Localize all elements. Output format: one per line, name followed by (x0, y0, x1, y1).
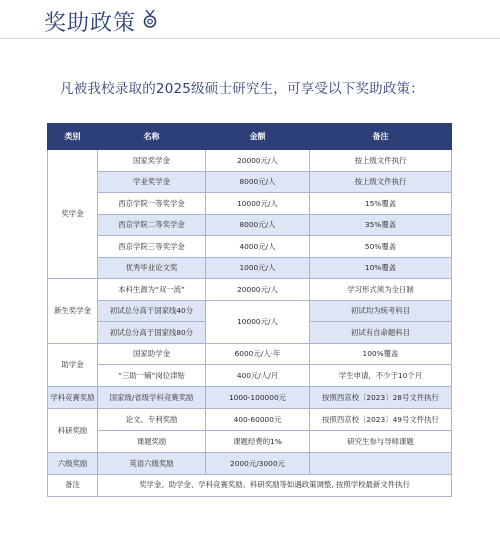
note-cell: 学生申请，不少于10个月 (310, 365, 452, 387)
table-header-row (48, 124, 452, 150)
amount-cell: 1000元/人 (206, 257, 310, 279)
medal-icon (141, 9, 159, 29)
note-cell: 研究生参与导师课题 (310, 430, 452, 453)
table-row (48, 430, 452, 453)
note-cell: 10%覆盖 (310, 257, 452, 279)
table-row (48, 409, 452, 431)
table-row (48, 386, 452, 409)
note-cell: 学习形式须为全日制 (310, 279, 452, 301)
column-header-category: 类别 (48, 124, 98, 150)
amount-cell: 10000元/人 (206, 300, 310, 343)
table-row (48, 257, 452, 279)
amount-cell: 1000-100000元 (206, 386, 310, 409)
table-row (48, 365, 452, 387)
amount-cell: 4000元/人 (206, 236, 310, 258)
amount-cell: 8000元/人 (206, 171, 310, 193)
category-cell: 新生奖学金 (48, 279, 98, 344)
table-row (48, 150, 452, 172)
remark-text: 奖学金、助学金、学科竞赛奖励、科研奖励等如遇政策调整, 按照学校最新文件执行 (98, 474, 452, 496)
name-cell: 课题奖励 (98, 430, 206, 453)
note-cell: 初试均为统考科目 (310, 300, 452, 322)
category-cell: 学科竞赛奖励 (48, 386, 98, 409)
table-row (48, 193, 452, 215)
intro-text: 凡被我校录取的2025级硕士研究生，可享受以下奖助政策： (60, 81, 424, 97)
note-cell: 50%覆盖 (310, 236, 452, 258)
column-header-name: 名称 (98, 124, 206, 150)
table-row (48, 453, 452, 475)
note-cell (310, 453, 452, 475)
name-cell: “三助一辅”岗位津贴 (98, 365, 206, 387)
header-divider (0, 38, 500, 39)
table-row (48, 171, 452, 193)
category-cell: 助学金 (48, 343, 98, 386)
table-row (48, 214, 452, 236)
name-cell: 西京学院一等奖学金 (98, 193, 206, 215)
note-cell: 按照西京校〔2023〕49号文件执行 (310, 409, 452, 431)
remark-label: 备注 (48, 474, 98, 496)
name-cell: 论文、专利奖励 (98, 409, 206, 431)
column-header-note: 备注 (310, 124, 452, 150)
amount-cell: 400-60000元 (206, 409, 310, 431)
note-cell: 35%覆盖 (310, 214, 452, 236)
name-cell: 初试总分高于国家线40分 (98, 300, 206, 322)
name-cell: 西京学院三等奖学金 (98, 236, 206, 258)
table-row (48, 300, 452, 322)
name-cell: 国家奖学金 (98, 150, 206, 172)
amount-cell: 20000元/人 (206, 279, 310, 301)
name-cell: 学业奖学金 (98, 171, 206, 193)
page-title: 奖助政策 (44, 11, 137, 36)
name-cell: 国家级/省级学科竞赛奖励 (98, 386, 206, 409)
amount-cell: 400元/人/月 (206, 365, 310, 387)
amount-cell: 8000元/人 (206, 214, 310, 236)
amount-cell: 课题经费的1% (206, 430, 310, 453)
note-cell: 15%覆盖 (310, 193, 452, 215)
name-cell: 优秀毕业论文奖 (98, 257, 206, 279)
name-cell: 初试总分高于国家线80分 (98, 322, 206, 344)
note-cell: 初试有自命题科目 (310, 322, 452, 344)
table-row (48, 343, 452, 365)
amount-cell: 20000元/人 (206, 150, 310, 172)
amount-cell: 6000元/人·年 (206, 343, 310, 365)
category-cell: 科研奖励 (48, 409, 98, 453)
amount-cell: 10000元/人 (206, 193, 310, 215)
amount-cell: 2000元/3000元 (206, 453, 310, 475)
note-cell: 按照西京校〔2023〕28号文件执行 (310, 386, 452, 409)
table-row (48, 236, 452, 258)
name-cell: 英语六级奖励 (98, 453, 206, 475)
policy-table (47, 123, 452, 497)
note-cell: 按上级文件执行 (310, 150, 452, 172)
name-cell: 西京学院二等奖学金 (98, 214, 206, 236)
table-row (48, 279, 452, 301)
category-cell: 六级奖励 (48, 453, 98, 475)
note-cell: 按上级文件执行 (310, 171, 452, 193)
note-cell: 100%覆盖 (310, 343, 452, 365)
category-cell: 奖学金 (48, 150, 98, 279)
name-cell: 国家助学金 (98, 343, 206, 365)
page-header (0, 0, 500, 40)
remark-row (48, 474, 452, 496)
column-header-amount: 金额 (206, 124, 310, 150)
name-cell: 本科生源为“双一流” (98, 279, 206, 301)
